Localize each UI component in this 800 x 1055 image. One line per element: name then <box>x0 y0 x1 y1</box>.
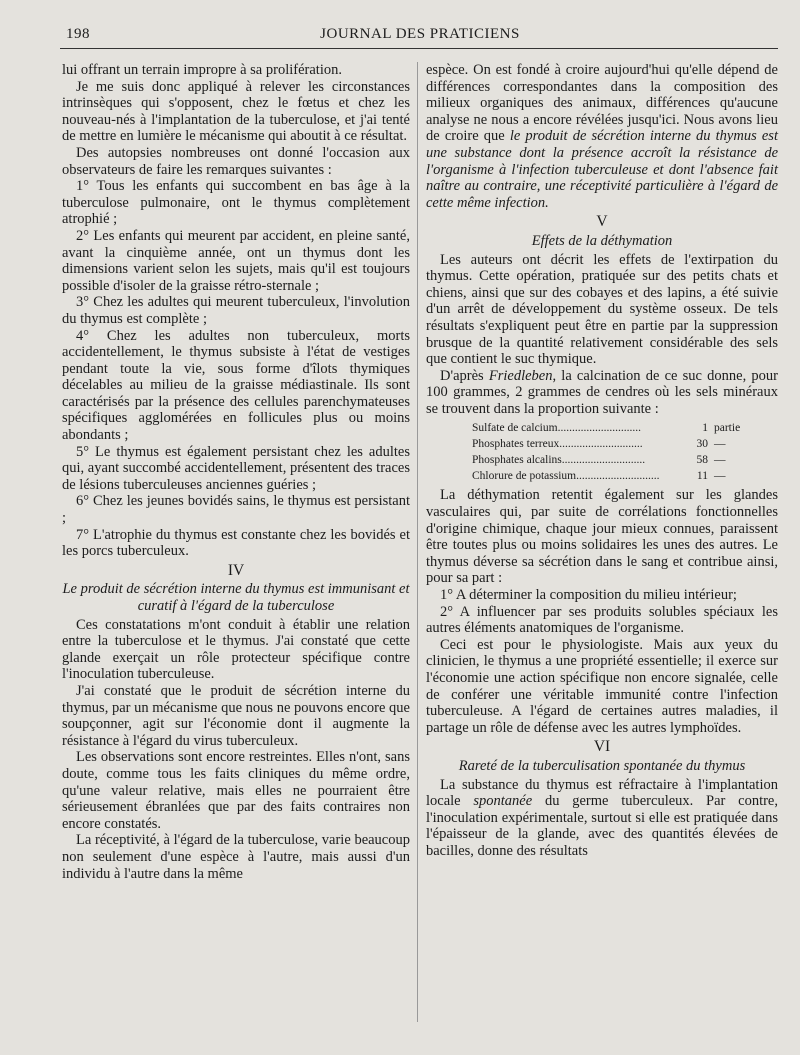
list-item: 7° L'atrophie du thymus est constante chez les bovidés et les porcs tuberculeux. <box>62 526 410 560</box>
emphasis-text: spontanée <box>473 793 533 810</box>
section-number: IV <box>227 561 245 579</box>
list-item: 1° Tous les enfants qui succombent en bas âge à la tuberculose pulmonaire, ont le thymus complètement atrophié ; <box>62 178 410 228</box>
composition-table <box>472 420 778 484</box>
table-cell-name: Phosphates terreux............................. <box>472 438 643 451</box>
section-title: Le produit de sécrétion interne du thymus est immunisant et curatif à l'égard de la tuberculose <box>62 581 410 614</box>
journal-title: JOURNAL DES PRATICIENS <box>320 26 520 42</box>
table-cell-value: 1 <box>702 422 708 435</box>
paragraph: La réceptivité, à l'égard de la tuberculose, varie beaucoup non seulement d'une espèce à l'autre, mais aussi d'un individu à l'autre dans la même <box>62 832 410 882</box>
emphasis-text: le produit de sécrétion interne du thymus est une substance dont la présence accroît la résistance de l'organisme à l'infection tuberculeuse et dont l'absence fait naître au contraire, une réceptivité particulière à l'égard de cette même infection. <box>426 128 778 211</box>
paragraph: Ceci est pour le physiologiste. Mais aux yeux du clinicien, le thymus a une propriété essentielle; il exerce sur l'économie une action spécifique non encore signalée, celle de conférer une véritable immunité contre l'infection tuberculeuse. A l'égard de certaines autres maladies, il partage un rôle de défense avec les autres lymphoïdes. <box>426 636 778 736</box>
list-item: 6° Chez les jeunes bovidés sains, le thymus est persistant ; <box>62 493 410 527</box>
list-item: 4° Chez les adultes non tuberculeux, morts accidentellement, le thymus subsiste à l'état de vestiges pendant toute la vie, sous forme d'îlots thymiques décelables au milieu de la graisse médiastinale. Ils sont caractérisés par la présence des cellules parenchymateuses spécifiques agglomérées en follicules plus ou moins abondants ; <box>62 327 410 444</box>
table-row <box>472 420 778 436</box>
header-rule <box>60 48 778 49</box>
table-cell-unit: partie <box>714 422 741 435</box>
list-item: 5° Le thymus est également persistant chez les adultes qui, ayant succombé accidentellement, présentent des traces de lésions tuberculeuses anciennes guéries ; <box>62 443 410 493</box>
paragraph: La déthymation retentit également sur les glandes vasculaires qui, par suite de corrélations fonctionnelles d'origine chimique, chaque jour mieux connues, paraissent être toutes plus ou moins solidaires les unes des autres. Le thymus déverse sa sécrétion dans le sang et contribue ainsi, pour sa part : <box>426 487 778 587</box>
table-row <box>472 468 778 484</box>
paragraph: J'ai constaté que le produit de sécrétion interne du thymus, par un mécanisme que nous ne pouvons encore que soupçonner, agit sur l'économie dont il augmente la résistance à l'égard du virus tuberculeux. <box>62 682 410 749</box>
paragraph: Les auteurs ont décrit les effets de l'extirpation du thymus. Cette opération, pratiquée sur des petits chats et chiens, ainsi que sur des cobayes et des lapins, a été suivie d'un arrêt de développement du système osseux. De tels résultats s'expliquent peut être en partie par la suppression brusque de la quantité relativement considérable des sels que contient le suc thymique. <box>426 251 778 368</box>
list-item: 2° A influencer par ses produits solubles spéciaux les autres éléments anatomiques de l'organisme. <box>426 603 778 637</box>
paragraph <box>426 368 778 418</box>
table-cell-value: 30 <box>696 438 708 451</box>
table-cell-value: 58 <box>696 454 708 467</box>
paragraph-text: D'après <box>440 367 489 384</box>
paragraph: Ces constatations m'ont conduit à établir une relation entre la tuberculose et le thymus. J'ai constaté que cette glande exerçait un rôle protecteur spécifique contre l'inoculation tuberculeuse. <box>62 616 410 683</box>
author-name: Friedleben <box>488 367 553 384</box>
paragraph: Des autopsies nombreuses ont donné l'occasion aux observateurs de faire les remarques suivantes : <box>62 144 410 178</box>
list-item: 2° Les enfants qui meurent par accident, en pleine santé, avant la cinquième année, ont un thymus dont les dimensions varient selon les sujets, mais qu'il est toujours possible d'isoler de la graisse rétro-sternale ; <box>62 227 410 294</box>
table-cell-unit: — <box>714 438 726 451</box>
paragraph-text: , la calcination de ce suc donne, pour 100 grammes, 2 grammes de cendres où les sels minéraux se trouvent dans la proportion suivante : <box>426 367 778 417</box>
paragraph: Je me suis donc appliqué à relever les circonstances intrinsèques qui s'opposent, chez le fœtus et chez les nouveau-nés à l'implantation de la tuberculose, et j'ai tenté de mettre en lumière le mécanisme qui aboutit à ce résultat. <box>62 78 410 145</box>
table-cell-name: Chlorure de potassium............................. <box>472 470 660 483</box>
left-column <box>62 62 410 882</box>
table-cell-name: Phosphates alcalins............................. <box>472 454 646 467</box>
table-cell-value: 11 <box>696 470 708 483</box>
paragraph: Les observations sont encore restreintes. Elles n'ont, sans doute, comme tous les faits cliniques du même ordre, qu'une valeur relative, mais elles ne pourraient être sérieusement ébranlées que par des faits contraires non encore constatés. <box>62 749 410 832</box>
paragraph <box>426 777 778 860</box>
table-cell-unit: — <box>714 454 726 467</box>
table-row <box>472 436 778 452</box>
table-cell-name: Sulfate de calcium............................. <box>472 422 641 435</box>
section-number: V <box>596 213 608 231</box>
table-cell-unit: — <box>714 470 726 483</box>
column-divider <box>417 62 418 1022</box>
right-column <box>426 62 778 860</box>
list-item: 3° Chez les adultes qui meurent tuberculeux, l'involution du thymus est complète ; <box>62 294 410 327</box>
paragraph-text: La substance du thymus est réfractaire à l'implantation locale <box>426 776 778 810</box>
paragraph <box>426 62 778 211</box>
section-number: VI <box>593 738 611 756</box>
section-title: Effets de la déthymation <box>531 232 673 249</box>
page-header <box>62 22 778 44</box>
paragraph-text: espèce. On est fondé à croire aujourd'hui qu'elle dépend de différences correspondantes dans la composition des milieux organiques des animaux, différences qu'aucune analyse ne nous a encore révélées jusqu'ici. Nous avons lieu de croire que <box>426 62 778 145</box>
page-number: 198 <box>66 26 90 42</box>
section-title: Rareté de la tuberculisation spontanée du thymus <box>458 757 746 774</box>
paragraph: lui offrant un terrain impropre à sa prolifération. <box>62 62 342 78</box>
table-row <box>472 452 778 468</box>
paragraph-text: du germe tuberculeux. Par contre, l'inoculation expérimentale, surtout si elle est pratiquée dans l'épaisseur de la glande, avec des quantités élevées de bacilles, donne des résultats <box>426 793 778 859</box>
list-item: 1° A déterminer la composition du milieu intérieur; <box>440 587 737 604</box>
